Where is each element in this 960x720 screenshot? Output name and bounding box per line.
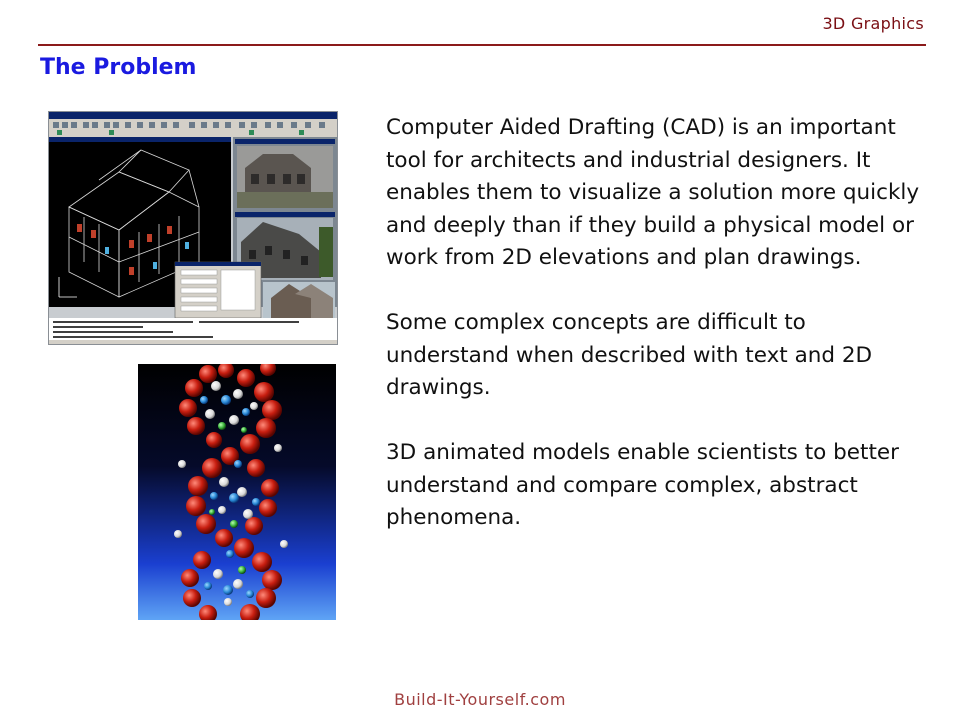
cad-screenshot-drawing (49, 112, 337, 344)
dna-helix-image (138, 364, 336, 620)
paragraph-complex-concepts: Some complex concepts are difficult to understand when described with text and 2D drawings. (386, 310, 873, 400)
paragraph-spacer (386, 275, 926, 308)
header-divider (38, 44, 926, 46)
paragraph-3d-models: 3D animated models enable scientists to better understand and compare complex, abstract phenomena. (386, 440, 899, 530)
paragraph-cad: Computer Aided Drafting (CAD) is an important tool for architects and industrial designers. It enables them to visualize a solution more quickly and deeply than if they build a physical model or work from 2D elevations and plan drawings. (386, 115, 920, 270)
slide-heading: The Problem (40, 55, 197, 80)
footer-text: Build-It-Yourself.com (394, 690, 566, 709)
body-text (386, 112, 926, 535)
header-title: 3D Graphics (822, 14, 924, 33)
cad-screenshot-image (48, 111, 338, 345)
paragraph-spacer (386, 405, 926, 438)
dna-helix-drawing (138, 364, 336, 620)
